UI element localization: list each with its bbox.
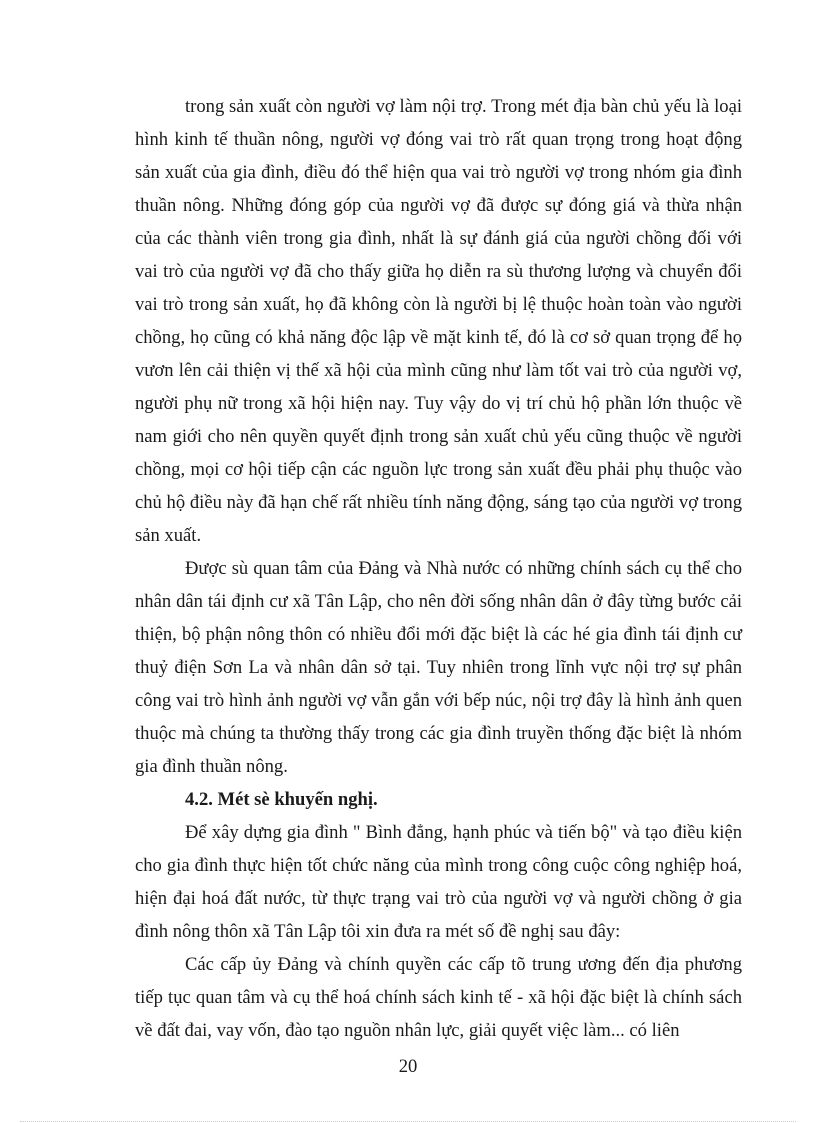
section-heading: 4.2. Mét sè khuyến nghị. bbox=[185, 789, 378, 810]
page-bottom-divider bbox=[20, 1121, 796, 1122]
paragraph-1: trong sản xuất còn người vợ làm nội trợ. Trong mét địa bàn chủ yếu là loại hình kinh tế thuần nông, người vợ đóng vai trò rất quan trọng trong hoạt động sản xuất của gia đình, điều đó thể hiện qua vai trò người vợ trong nhóm gia đình thuần nông. Những đóng góp của người vợ đã được sự đóng giá và thừa nhận của các thành viên trong gia đình, nhất là sự đánh giá của người chồng đối với vai trò của người vợ đã cho thấy giữa họ diễn ra sù thương lượng và chuyển đổi vai trò trong sản xuất, họ đã không còn là người bị lệ thuộc hoàn toàn vào người chồng, họ cũng có khả năng độc lập về mặt kinh tế, đó là cơ sở quan trọng để họ vươn lên cải thiện vị thế xã hội của mình cũng như làm tốt vai trò của người vợ, người phụ nữ trong xã hội hiện nay. Tuy vậy do vị trí chủ hộ phần lớn thuộc về nam giới cho nên quyền quyết định trong sản xuất chủ yếu cũng thuộc về người chồng, mọi cơ hội tiếp cận các nguồn lực trong sản xuất đều phải phụ thuộc vào chủ hộ điều này đã hạn chế rất nhiều tính năng động, sáng tạo của người vợ trong sản xuất. bbox=[135, 96, 742, 546]
paragraph-4: Các cấp ủy Đảng và chính quyền các cấp tõ trung ương đến địa phương tiếp tục quan tâm và cụ thể hoá chính sách kinh tế - xã hội đặc biệt là chính sách về đất đai, vay vốn, đào tạo nguồn nhân lực, giải quyết việc làm... có liên bbox=[135, 954, 742, 1041]
paragraph-3: Để xây dựng gia đình " Bình đẳng, hạnh phúc và tiến bộ" và tạo điều kiện cho gia đình thực hiện tốt chức năng của mình trong công cuộc công nghiệp hoá, hiện đại hoá đất nước, từ thực trạng vai trò của người vợ và người chồng ở gia đình nông thôn xã Tân Lập tôi xin đưa ra mét số đề nghị sau đây: bbox=[135, 822, 742, 942]
paragraph-2: Được sù quan tâm của Đảng và Nhà nước có những chính sách cụ thể cho nhân dân tái định cư xã Tân Lập, cho nên đời sống nhân dân ở đây từng bước cải thiện, bộ phận nông thôn có nhiều đổi mới đặc biệt là các hé gia đình tái định cư thuỷ điện Sơn La và nhân dân sở tại. Tuy nhiên trong lĩnh vực nội trợ sự phân công vai trò hình ảnh người vợ vẫn gắn với bếp núc, nội trợ đây là hình ảnh quen thuộc mà chúng ta thường thấy trong các gia đình truyền thống đặc biệt là nhóm gia đình thuần nông. bbox=[135, 558, 742, 777]
page-number: 20 bbox=[398, 1056, 418, 1077]
body-text bbox=[135, 90, 742, 1047]
